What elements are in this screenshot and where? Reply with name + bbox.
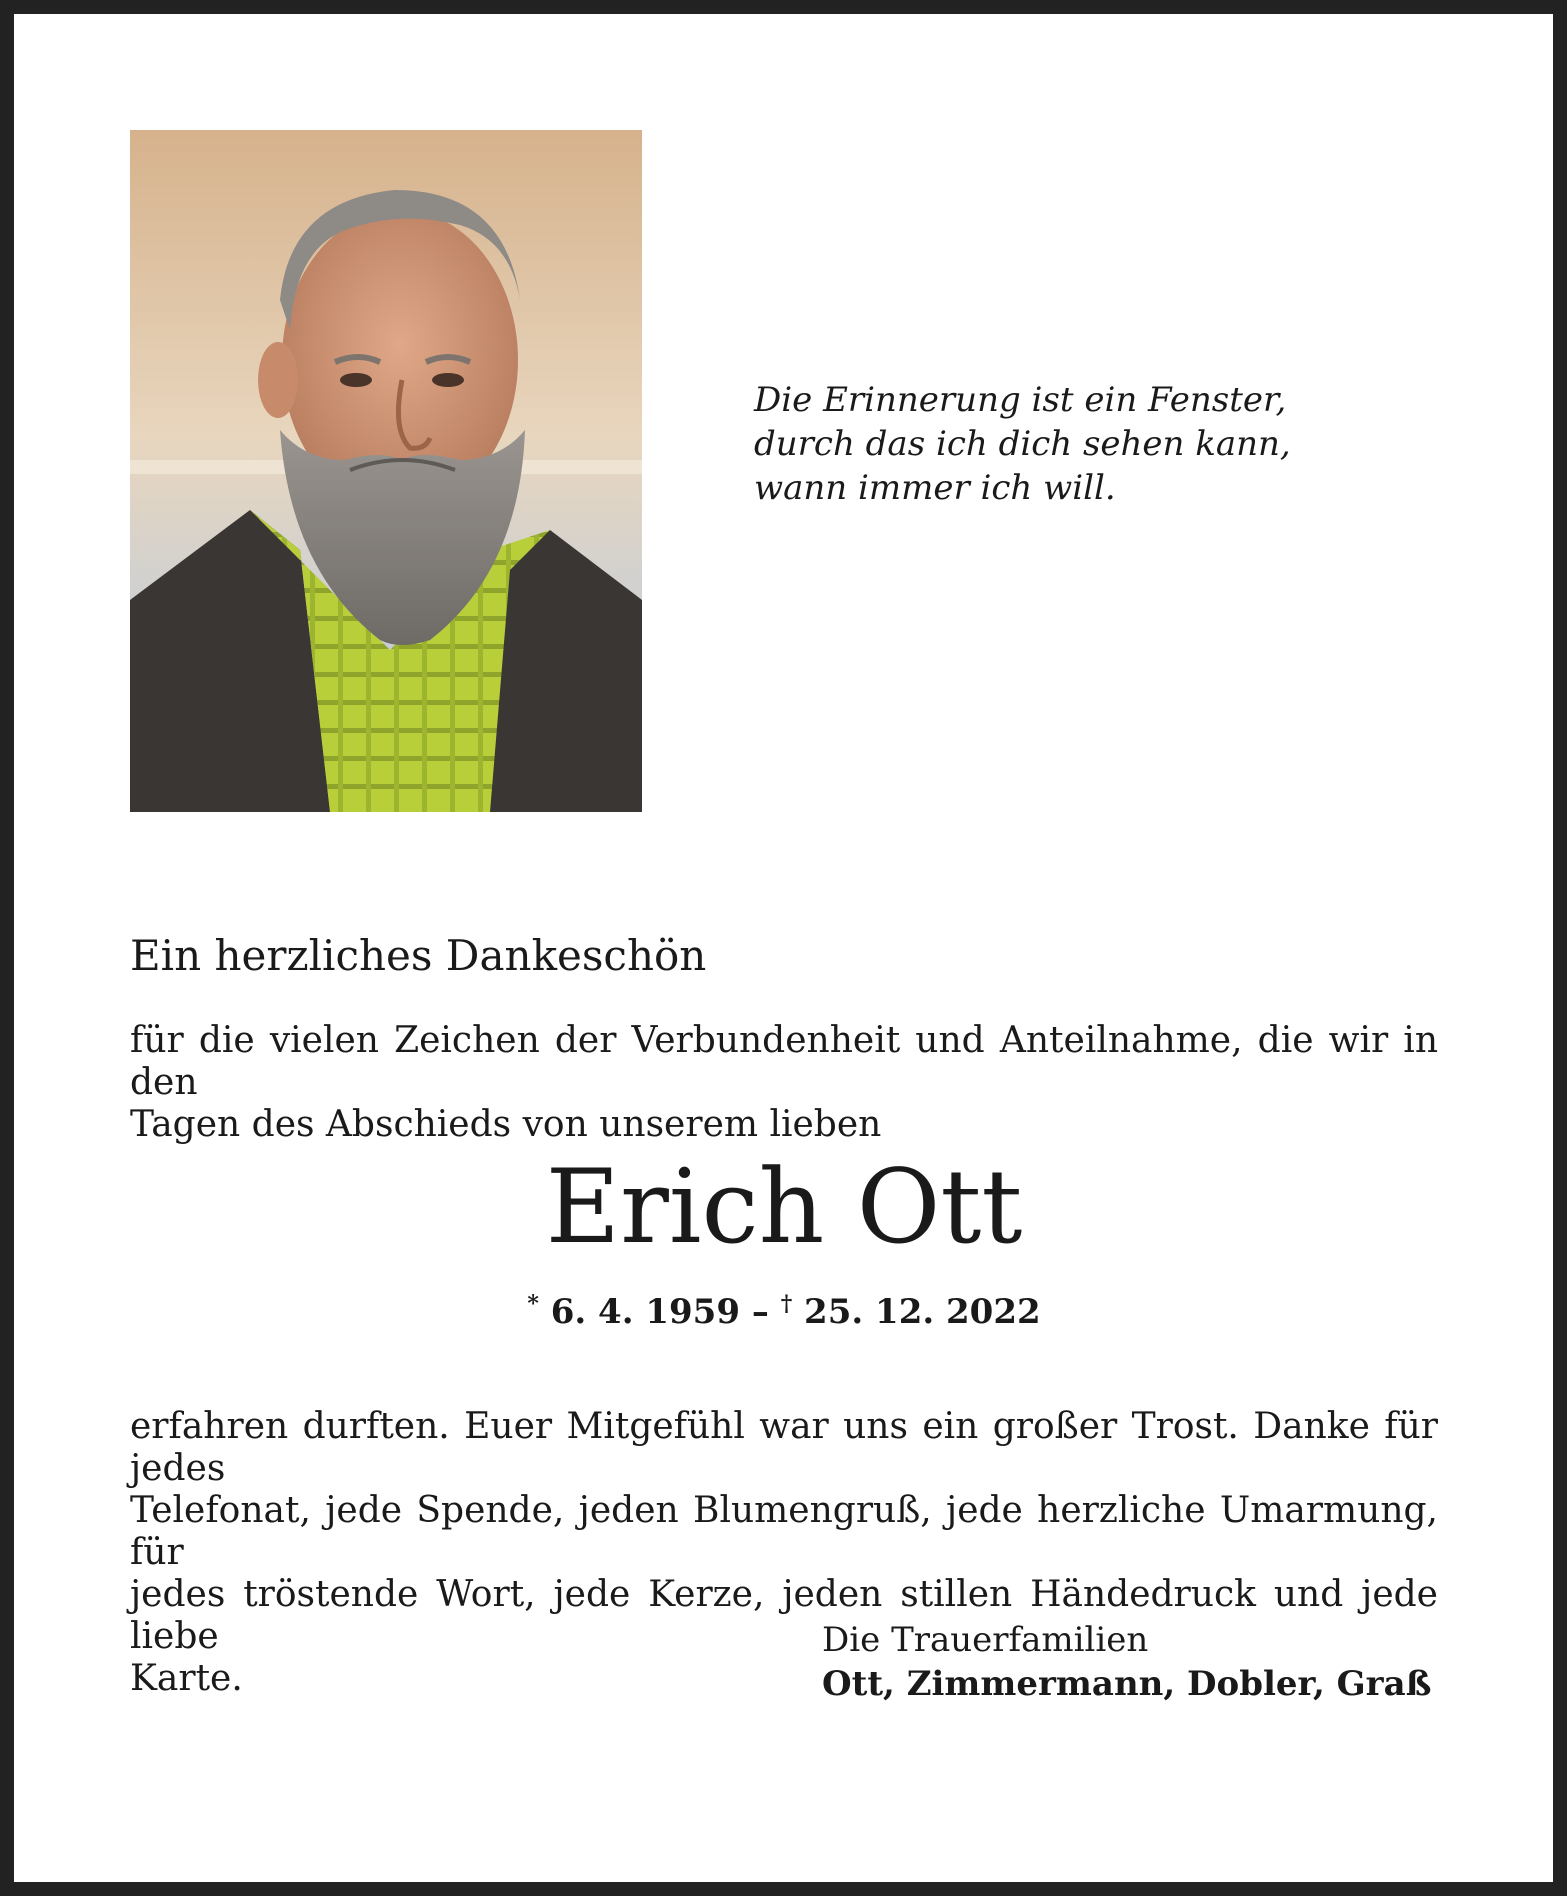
death-symbol: † bbox=[780, 1291, 793, 1317]
signature-block bbox=[822, 1618, 1438, 1706]
body-line: erfahren durften. Euer Mitgefühl war uns ein großer Trost. Danke für jedes bbox=[130, 1406, 1438, 1489]
life-dates bbox=[130, 1282, 1438, 1334]
deceased-name: Erich Ott bbox=[545, 1148, 1023, 1267]
body-line: Telefonat, jede Spende, jeden Blumengruß, jede herzliche Umarmung, für bbox=[130, 1490, 1438, 1573]
portrait-illustration bbox=[130, 130, 642, 812]
thank-you-heading: Ein herzliches Dankeschön bbox=[130, 931, 707, 980]
intro-paragraph bbox=[130, 1020, 1438, 1146]
birth-date: 6. 4. 1959 bbox=[550, 1292, 740, 1332]
body-line: Karte. bbox=[130, 1658, 243, 1699]
memorial-quote bbox=[754, 378, 1314, 510]
family-names: Ott, Zimmermann, Dobler, Graß bbox=[822, 1664, 1432, 1704]
signature-label: Die Trauerfamilien bbox=[822, 1620, 1149, 1660]
quote-line: wann immer ich will. bbox=[754, 468, 1116, 508]
intro-line: für die vielen Zeichen der Verbundenheit und Anteilnahme, die wir in den bbox=[130, 1020, 1438, 1103]
portrait-photo bbox=[130, 130, 642, 812]
death-date: 25. 12. 2022 bbox=[804, 1292, 1041, 1332]
body-line: jedes tröstende Wort, jede Kerze, jeden stillen Händedruck und jede liebe bbox=[130, 1574, 1438, 1657]
intro-line: Tagen des Abschieds von unserem lieben bbox=[130, 1104, 882, 1145]
date-separator: – bbox=[751, 1292, 769, 1332]
quote-line: Die Erinnerung ist ein Fenster, bbox=[754, 380, 1287, 420]
birth-symbol: * bbox=[527, 1291, 539, 1317]
quote-line: durch das ich dich sehen kann, bbox=[754, 424, 1291, 464]
